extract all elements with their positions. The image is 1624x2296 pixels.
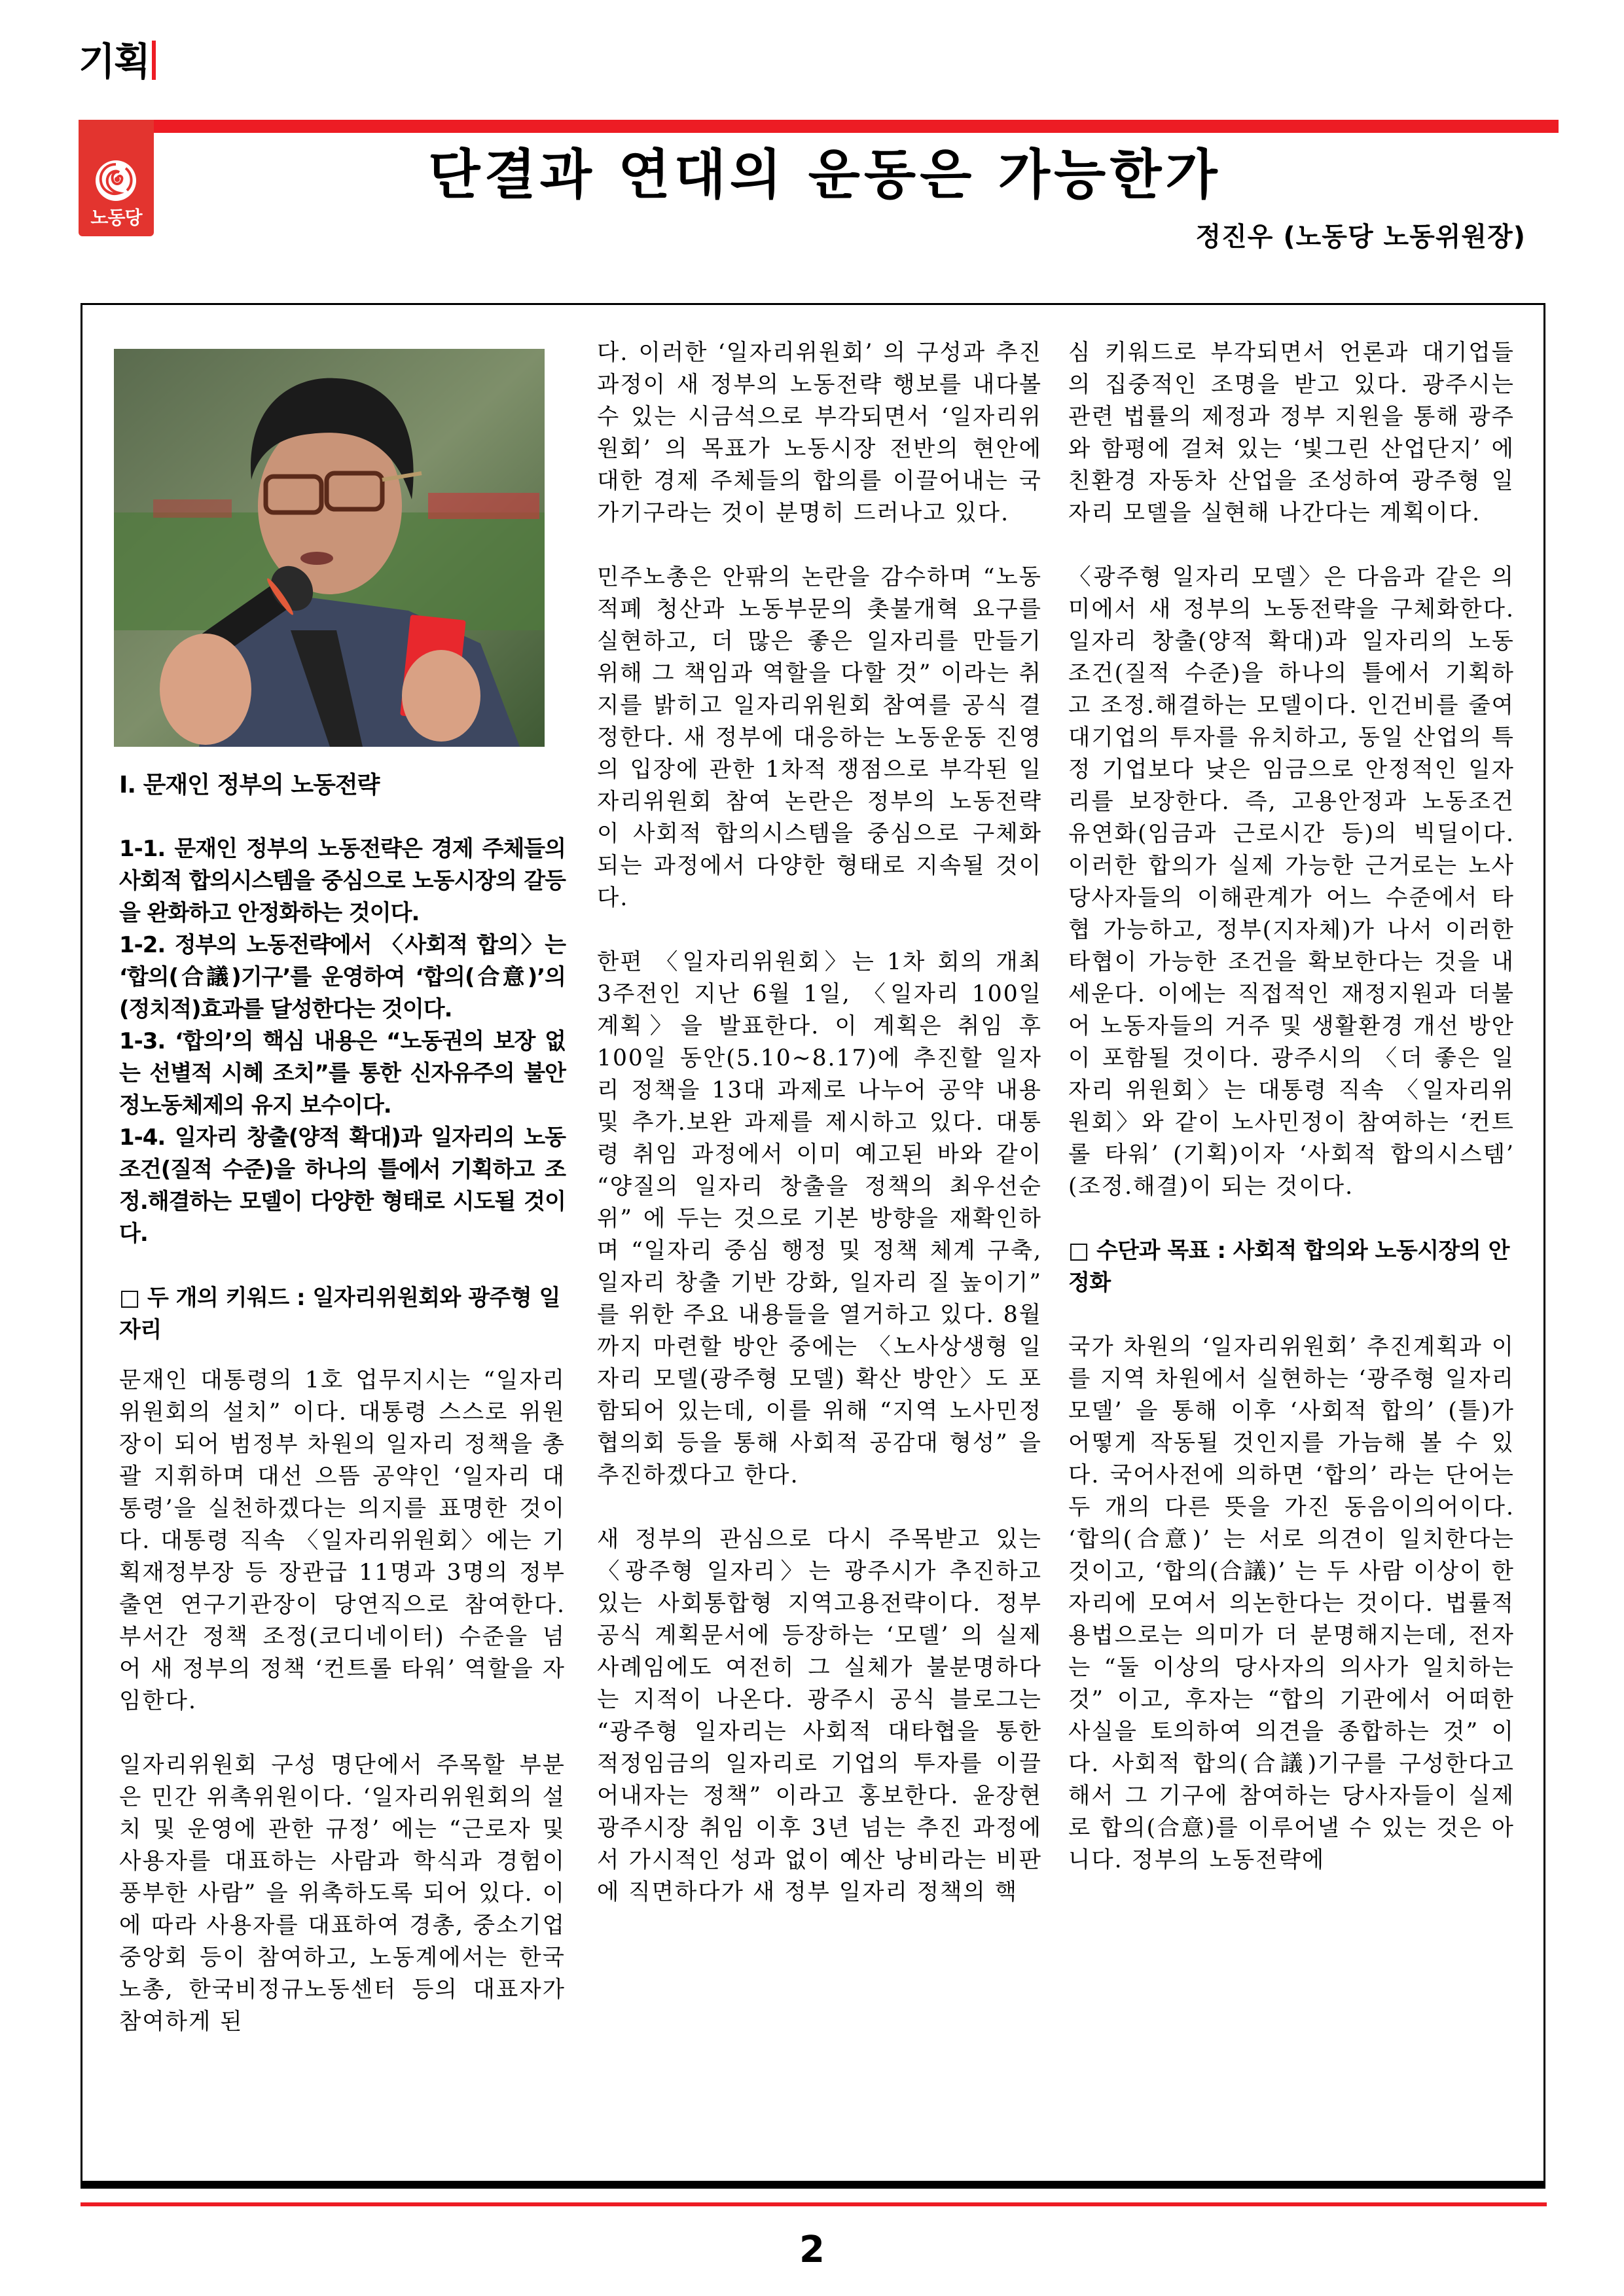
footer-red-line	[81, 2202, 1547, 2206]
paragraph: 문재인 대통령의 1호 업무지시는 “일자리위원회의 설치” 이다. 대통령 스스로 위원장이 되어 범정부 차원의 일자리 정책을 총괄 지휘하며 대선 으뜸 공약인 ‘일자리 대통령’을 실천하겠다는 의지를 표명한 것이다. 대통령 직속 〈일자리위원회〉에는 기획재정부장 등 장관급 11명과 3명의 정부출연 연구기관장이 당연직으로 참여한다. 부서간 정책 조정(코디네이터) 수준을 넘어 새 정부의 정책 ‘컨트롤 타워’ 역할을 자임한다.	[119, 1367, 566, 1714]
author-photo	[114, 349, 545, 747]
middle-column	[597, 337, 1042, 1941]
photo-image	[114, 349, 545, 747]
article-title: 단결과 연대의 운동은 가능한가	[428, 144, 1221, 206]
subheading-keywords: □ 두 개의 키워드 : 일자리위원회와 광주형 일자리	[119, 1285, 560, 1343]
right-column	[1068, 337, 1515, 1909]
header-red-bar	[154, 120, 1559, 133]
paragraph: 국가 차원의 ‘일자리위원회’ 추진계획과 이를 지역 차원에서 실현하는 ‘광주형 일자리 모델’ 을 통해 이후 ‘사회적 합의’ (틀)가 어떻게 작동될 것인지를 가늠해 볼 수 있다. 국어사전에 의하면 ‘합의’ 라는 단어는 두 개의 다른 뜻을 가진 동음이의어이다. ‘합의(合意)’ 는 서로 의견이 일치한다는 것이고, ‘합의(合議)’ 는 두 사람 이상이 한자리에 모여서 의논한다는 것이다. 법률적 용법으로는 의미가 더 분명해지는데, 전자는 “둘 이상의 당사자의 의사가 일치하는 것” 이고, 후자는 “합의 기관에서 어떠한 사실을 토의하여 의견을 종합하는 것” 이다. 사회적 합의(合議)기구를 구성한다고 해서 그 기구에 참여하는 당사자들이 실제로 합의(合意)를 이루어낼 수 있는 것은 아니다. 정부의 노동전략에	[1068, 1334, 1515, 1873]
summary-point: 1-1. 문재인 정부의 노동전략은 경제 주체들의 사회적 합의시스템을 중심으로 노동시장의 갈등을 완화하고 안정화하는 것이다.	[119, 836, 566, 926]
paragraph: 〈광주형 일자리 모델〉은 다음과 같은 의미에서 새 정부의 노동전략을 구체화한다. 일자리 창출(양적 확대)과 일자리의 노동조건(질적 수준)을 하나의 틀에서 기획하고 조정.해결하는 모델이다. 인건비를 줄여 대기업의 투자를 유치하고, 동일 산업의 특정 기업보다 낮은 임금으로 안정적인 일자리를 보장한다. 즉, 고용안정과 노동조건 유연화(임금과 근로시간 등)의 빅딜이다. 이러한 합의가 실제 가능한 근거로는 노사 당사자들의 이해관계가 어느 수준에서 타협 가능하고, 정부(지자체)가 나서 이러한 타협이 가능한 조건을 확보한다는 것을 내세운다. 이에는 직접적인 재정지원과 더불어 노동자들의 거주 및 생활환경 개선 방안이 포함될 것이다. 광주시의 〈더 좋은 일자리 위원회〉는 대통령 직속 〈일자리위원회〉와 같이 노사민정이 참여하는 ‘컨트롤 타워’ (기획)이자 ‘사회적 합의시스템’ (조정.해결)이 되는 것이다.	[1068, 564, 1515, 1200]
paragraph: 다. 이러한 ‘일자리위원회’ 의 구성과 추진 과정이 새 정부의 노동전략 행보를 내다볼 수 있는 시금석으로 부각되면서 ‘일자리위원회’ 의 목표가 노동시장 전반의 현안에 대한 경제 주체들의 합의를 이끌어내는 국가기구라는 것이 분명히 드러나고 있다.	[597, 340, 1042, 526]
summary-point: 1-2. 정부의 노동전략에서 〈사회적 합의〉는 ‘합의(合議)기구’를 운영하여 ‘합의(合意)’의 (정치적)효과를 달성한다는 것이다.	[119, 932, 566, 1022]
summary-heading: I. 문재인 정부의 노동전략	[119, 772, 380, 798]
paragraph: 심 키워드로 부각되면서 언론과 대기업들의 집중적인 조명을 받고 있다. 광주시는 관련 법률의 제정과 정부 지원을 통해 광주와 함평에 걸쳐 있는 ‘빛그린 산업단지’ 에 친환경 자동차 산업을 조성하여 광주형 일자리 모델을 실현해 나간다는 계획이다.	[1068, 340, 1515, 526]
summary-points	[119, 769, 566, 1378]
logo-text: 노동당	[90, 207, 142, 228]
section-label	[79, 41, 156, 82]
article-author: 정진우 (노동당 노동위원장)	[1195, 222, 1526, 252]
party-logo	[79, 120, 154, 236]
paragraph: 한편 〈일자리위원회〉는 1차 회의 개최 3주전인 지난 6월 1일, 〈일자리 100일 계획〉을 발표한다. 이 계획은 취임 후 100일 동안(5.10~8.17)에 추진할 일자리 정책을 13대 과제로 나누어 공약 내용 및 추가.보완 과제를 제시하고 있다. 대통령 취임 과정에서 이미 예고된 바와 같이 “양질의 일자리 창출을 정책의 최우선순위” 에 두는 것으로 기본 방향을 재확인하며 “일자리 중심 행정 및 정책 체계 구축, 일자리 창출 기반 강화, 일자리 질 높이기” 를 위한 주요 내용들을 열거하고 있다. 8월까지 마련할 방안 중에는 〈노사상생형 일자리 모델(광주형 모델) 확산 방안〉도 포함되어 있는데, 이를 위해 “지역 노사민정협의회 등을 통해 사회적 공감대 형성” 을 추진하겠다고 한다.	[597, 949, 1042, 1488]
summary-list	[119, 833, 566, 1250]
page-number: 2	[799, 2229, 825, 2271]
summary-point: 1-4. 일자리 창출(양적 확대)과 일자리의 노동조건(질적 수준)을 하나의 틀에서 기획하고 조정.해결하는 모델이 다양한 형태로 시도될 것이다.	[119, 1124, 566, 1247]
paragraph: 새 정부의 관심으로 다시 주목받고 있는 〈광주형 일자리〉는 광주시가 추진하고 있는 사회통합형 지역고용전략이다. 정부 공식 계획문서에 등장하는 ‘모델’ 의 실제 사례임에도 여전히 그 실체가 불분명하다는 지적이 나온다. 광주시 공식 블로그는 “광주형 일자리는 사회적 대타협을 통한 적정임금의 일자리로 기업의 투자를 이끌어내자는 정책” 이라고 홍보한다. 윤장현 광주시장 취임 이후 3년 넘는 추진 과정에서 가시적인 성과 없이 예산 낭비라는 비판에 직면하다가 새 정부 일자리 정책의 핵	[597, 1526, 1042, 1905]
section-label-bar	[152, 41, 156, 80]
rose-icon	[93, 159, 139, 202]
subheading-means-goals: □ 수단과 목표 : 사회적 합의와 노동시장의 안정화	[1068, 1238, 1509, 1296]
left-column	[119, 1365, 566, 2070]
section-label-text: 기획	[79, 39, 150, 84]
summary-point: 1-3. ‘합의’의 핵심 내용은 “노동권의 보장 없는 선별적 시혜 조치”를 통한 신자유주의 불안정노동체제의 유지 보수이다.	[119, 1028, 566, 1119]
paragraph: 일자리위원회 구성 명단에서 주목할 부분은 민간 위촉위원이다. ‘일자리위원회의 설치 및 운영에 관한 규정’ 에는 “근로자 및 사용자를 대표하는 사람과 학식과 경험이 풍부한 사람” 을 위촉하도록 되어 있다. 이에 따라 사용자를 대표하여 경총, 중소기업중앙회 등이 참여하고, 노동계에서는 한국노총, 한국비정규노동센터 등의 대표자가 참여하게 된	[119, 1752, 566, 2035]
paragraph: 민주노총은 안팎의 논란을 감수하며 “노동적폐 청산과 노동부문의 촛불개혁 요구를 실현하고, 더 많은 좋은 일자리를 만들기 위해 그 책임과 역할을 다할 것” 이라는 취지를 밝히고 일자리위원회 참여를 공식 결정한다. 새 정부에 대응하는 노동운동 진영의 입장에 관한 1차적 쟁점으로 부각된 일자리위원회 참여 논란은 정부의 노동전략이 사회적 합의시스템을 중심으로 구체화되는 과정에서 다양한 형태로 지속될 것이다.	[597, 564, 1042, 911]
